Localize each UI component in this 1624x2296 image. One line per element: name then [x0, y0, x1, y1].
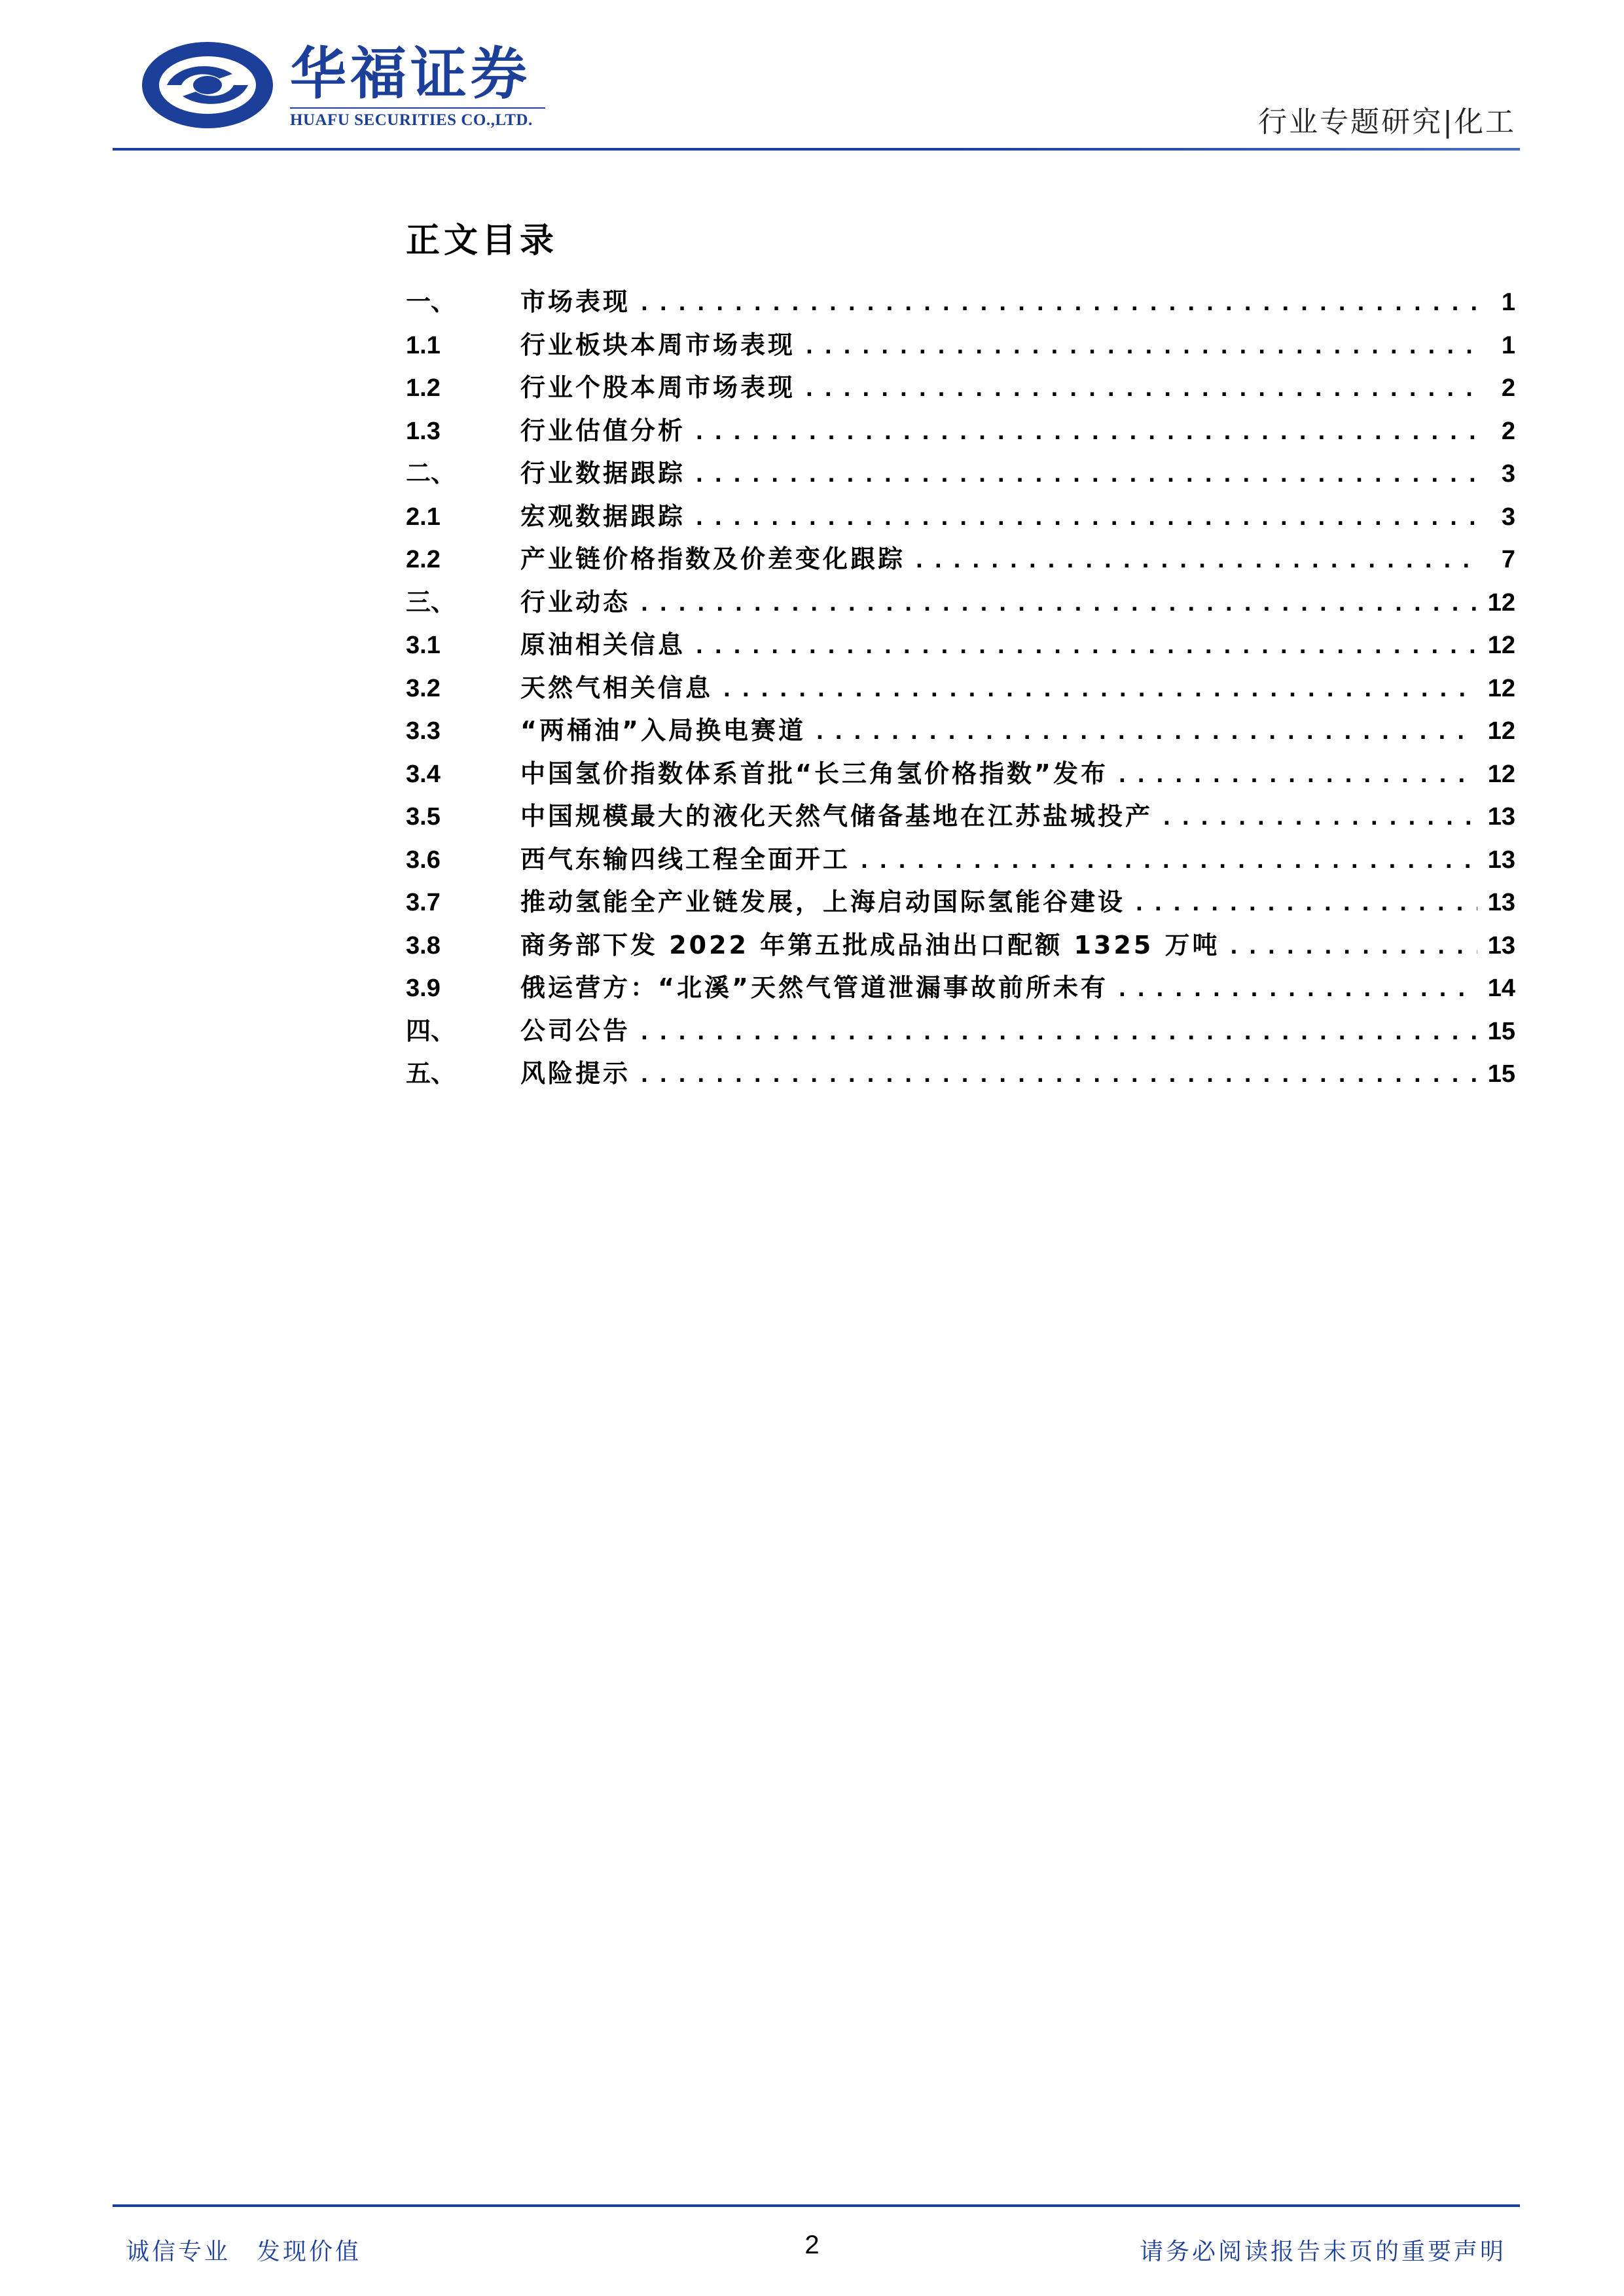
toc-leader-dots	[1226, 933, 1477, 961]
toc-leader-dots	[637, 290, 1477, 318]
toc-item[interactable]	[406, 753, 1515, 797]
toc-item-page: 13	[1487, 931, 1515, 960]
huafu-logo-icon	[141, 38, 275, 133]
toc-item-page: 13	[1487, 846, 1515, 874]
toc-item-page: 1	[1501, 289, 1515, 316]
toc-item-page: 12	[1487, 674, 1515, 702]
toc-item-number: 二、	[406, 460, 456, 488]
toc-item-label: 西气东输四线工程全面开工	[520, 844, 851, 874]
toc-leader-dots	[802, 333, 1477, 361]
toc-item-number: 2.2	[406, 546, 441, 573]
footer-slogan: 诚信专业 发现价值	[126, 2238, 362, 2265]
footer-disclaimer: 请务必阅读报告末页的重要声明	[1139, 2238, 1506, 2265]
toc-item-label: “两桶油”入局换电赛道	[520, 716, 806, 745]
toc-leader-dots	[692, 505, 1477, 533]
page-number: 2	[804, 2231, 820, 2259]
toc-leader-dots	[812, 719, 1477, 747]
toc-item[interactable]	[406, 453, 1515, 496]
report-type: 行业专题研究|化工	[1258, 105, 1516, 139]
toc-item-page: 1	[1501, 331, 1515, 359]
toc-item-label: 宏观数据跟踪	[520, 501, 686, 531]
toc-item-page: 3	[1501, 503, 1515, 531]
toc-item-label: 行业估值分析	[520, 416, 686, 445]
toc-item-number: 1.1	[406, 331, 441, 359]
toc-item-number: 3.6	[406, 846, 441, 874]
toc-item-number: 3.5	[406, 803, 441, 831]
toc-item-label: 行业动态	[520, 587, 631, 617]
footer-divider	[113, 2204, 1520, 2207]
toc-item-number: 三、	[406, 588, 456, 617]
toc-item[interactable]	[406, 796, 1515, 839]
toc-item[interactable]	[406, 539, 1515, 582]
toc-leader-dots	[912, 547, 1477, 575]
toc-title: 正文目录	[406, 221, 558, 260]
toc-item-page: 12	[1487, 717, 1515, 745]
logo-chinese-name: 华福证券	[290, 41, 531, 107]
logo-english-name: HUAFU SECURITIES CO.,LTD.	[290, 107, 545, 130]
toc-leader-dots	[1115, 762, 1477, 790]
toc-item-number: 3.9	[406, 975, 441, 1002]
toc-item-number: 2.1	[406, 503, 441, 531]
toc-leader-dots	[637, 1019, 1477, 1047]
toc-item-label: 行业数据跟踪	[520, 459, 686, 488]
toc-leader-dots	[1159, 804, 1477, 833]
toc-item[interactable]	[406, 710, 1515, 753]
toc-item-page: 15	[1487, 1017, 1515, 1045]
header-divider	[113, 148, 1520, 151]
toc-item-page: 14	[1487, 975, 1515, 1002]
toc-item-label: 产业链价格指数及价差变化跟踪	[520, 545, 906, 573]
toc-item[interactable]	[406, 882, 1515, 925]
toc-item-page: 3	[1501, 460, 1515, 488]
toc-item-page: 12	[1487, 588, 1515, 617]
company-logo	[141, 38, 547, 133]
toc-item-number: 3.4	[406, 760, 441, 788]
toc-item-number: 一、	[406, 289, 456, 316]
toc-item-number: 五、	[406, 1060, 456, 1088]
toc-item-label: 原油相关信息	[520, 630, 686, 659]
toc-item[interactable]	[406, 410, 1515, 454]
toc-item-page: 13	[1487, 803, 1515, 831]
toc-item-label: 行业板块本周市场表现	[520, 330, 796, 359]
toc-leader-dots	[692, 419, 1477, 447]
toc-item[interactable]	[406, 668, 1515, 711]
toc-leader-dots	[802, 376, 1477, 404]
toc-item[interactable]	[406, 281, 1515, 325]
toc-item[interactable]	[406, 496, 1515, 539]
toc-item-number: 四、	[406, 1017, 456, 1045]
toc-item-label: 风险提示	[520, 1059, 631, 1088]
toc-item[interactable]	[406, 925, 1515, 968]
toc-item-number: 3.3	[406, 717, 441, 745]
toc-item[interactable]	[406, 1011, 1515, 1054]
toc-item-number: 3.8	[406, 931, 441, 960]
toc-item-page: 12	[1487, 632, 1515, 659]
toc-leader-dots	[857, 848, 1477, 876]
toc-item-label: 天然气相关信息	[520, 673, 713, 702]
toc-item[interactable]	[406, 967, 1515, 1011]
toc-item[interactable]	[406, 367, 1515, 410]
toc-item[interactable]	[406, 624, 1515, 668]
toc-leader-dots	[1115, 976, 1477, 1004]
toc-item-page: 7	[1501, 546, 1515, 573]
toc-item[interactable]	[406, 1053, 1515, 1096]
toc-item[interactable]	[406, 839, 1515, 882]
toc-leader-dots	[1132, 890, 1477, 918]
table-of-contents	[406, 281, 1515, 1096]
toc-leader-dots	[637, 590, 1477, 619]
toc-item-number: 3.2	[406, 674, 441, 702]
toc-item-number: 1.3	[406, 417, 441, 445]
toc-leader-dots	[637, 1062, 1477, 1090]
toc-item-label: 市场表现	[520, 287, 631, 316]
toc-item-page: 2	[1501, 374, 1515, 402]
toc-item-label: 商务部下发 2022 年第五批成品油出口配额 1325 万吨	[520, 930, 1220, 960]
toc-item-label: 公司公告	[520, 1016, 631, 1045]
toc-item-label: 中国规模最大的液化天然气储备基地在江苏盐城投产	[520, 802, 1153, 831]
toc-item-page: 15	[1487, 1060, 1515, 1088]
toc-item-label: 中国氢价指数体系首批“长三角氢价格指数”发布	[520, 759, 1108, 788]
toc-item-label: 俄运营方：“北溪”天然气管道泄漏事故前所未有	[520, 973, 1108, 1002]
toc-item-page: 12	[1487, 760, 1515, 788]
toc-leader-dots	[692, 633, 1477, 661]
toc-leader-dots	[719, 676, 1477, 704]
toc-item-number: 3.1	[406, 632, 441, 659]
toc-item-label: 行业个股本周市场表现	[520, 373, 796, 402]
toc-item[interactable]	[406, 582, 1515, 625]
toc-item-page: 13	[1487, 889, 1515, 916]
toc-leader-dots	[692, 461, 1477, 490]
toc-item-page: 2	[1501, 417, 1515, 445]
toc-item-number: 1.2	[406, 374, 441, 402]
toc-item-number: 3.7	[406, 889, 441, 916]
toc-item[interactable]	[406, 325, 1515, 368]
toc-item-label: 推动氢能全产业链发展，上海启动国际氢能谷建设	[520, 888, 1126, 916]
